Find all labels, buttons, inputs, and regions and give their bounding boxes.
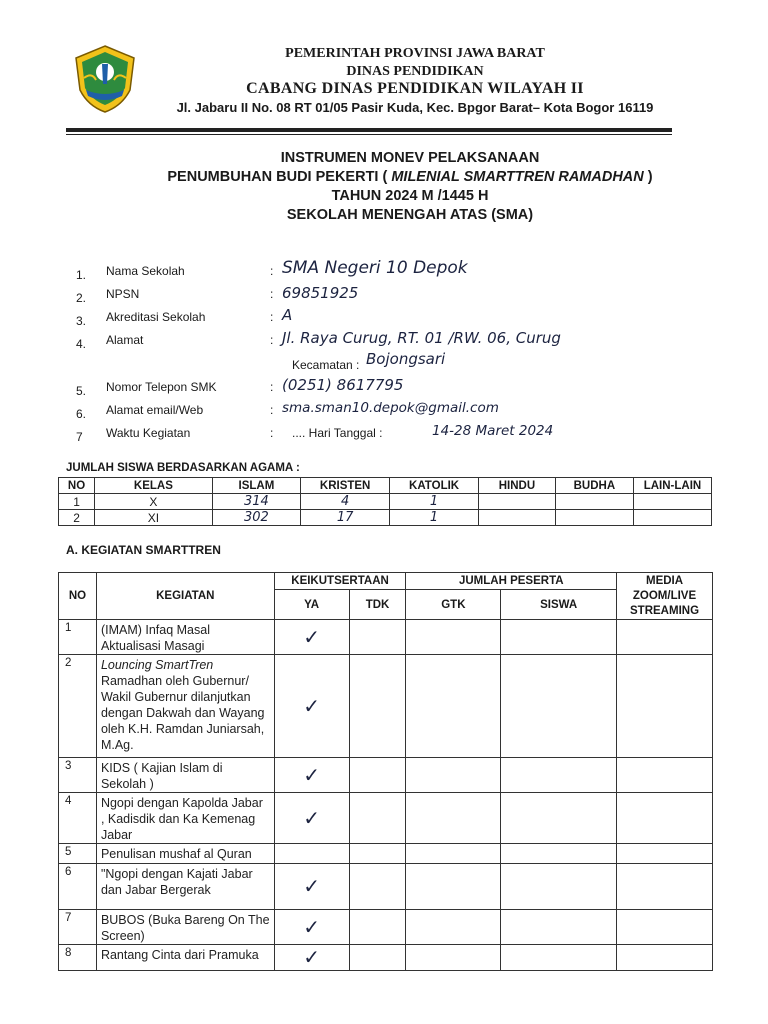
title-line-2 [100,169,720,185]
table-cell [349,945,406,971]
table-cell [274,844,349,864]
table-cell [555,494,633,510]
table-cell [406,655,501,758]
table-cell [406,910,501,945]
identity-value: 14-28 Maret 2024 [432,423,554,439]
kecamatan-label: Kecamatan : [292,358,360,372]
table-row [59,793,713,844]
table-cell [617,910,713,945]
check-mark-icon: ✓ [274,945,349,971]
row-kegiatan [96,655,274,758]
identity-label: Nomor Telepon SMK [106,380,217,394]
header-cell: KELAS [95,478,213,494]
table-cell [406,793,501,844]
identity-value: Jl. Raya Curug, RT. 01 /RW. 06, Curug [282,329,561,347]
row-kegiatan: BUBOS (Buka Bareng On The Screen) [96,910,274,945]
header-jumlah-peserta: JUMLAH PESERTA [406,573,617,590]
table-row [59,910,713,945]
table-cell [479,494,556,510]
table-cell [349,864,406,910]
table-cell [406,844,501,864]
identity-label: Akreditasi Sekolah [106,310,206,324]
identity-value: (0251) 8617795 [282,376,404,394]
table-cell [617,758,713,793]
header-no: NO [59,573,97,620]
table-cell [617,844,713,864]
identity-number: 5. [76,384,87,398]
row-number: 1 [59,620,97,655]
table-cell: 1 [390,494,479,510]
header-cell: HINDU [479,478,556,494]
row-number: 4 [59,793,97,844]
identity-number: 3. [76,314,87,328]
letterhead-line-2: DINAS PENDIDIKAN [346,64,484,79]
table-cell: 1 [59,494,95,510]
table-cell: 314 [212,494,300,510]
row-number: 6 [59,864,97,910]
check-mark-icon: ✓ [274,910,349,945]
table-cell: 17 [301,510,390,526]
table-cell: 2 [59,510,95,526]
identity-number: 7 [76,430,83,444]
check-mark-icon: ✓ [274,655,349,758]
table-row [59,655,713,758]
header-cell: KATOLIK [390,478,479,494]
colon: : [270,426,274,440]
check-mark-icon: ✓ [274,620,349,655]
activities-header-row-1 [59,573,713,590]
table-cell [633,494,711,510]
colon: : [270,264,274,278]
header-cell: ISLAM [212,478,300,494]
header-cell: LAIN-LAIN [633,478,711,494]
table-cell [479,510,556,526]
table-cell [406,620,501,655]
table-cell [501,655,617,758]
table-cell [349,844,406,864]
identity-number: 6. [76,407,87,421]
table-cell [617,793,713,844]
title-line-2-suffix: ) [643,169,653,185]
table-row [59,758,713,793]
table-cell [501,945,617,971]
check-mark-icon: ✓ [274,758,349,793]
table-cell [501,620,617,655]
table-cell: X [95,494,213,510]
header-ya: YA [274,590,349,620]
table-cell [349,910,406,945]
colon: : [270,333,274,347]
identity-number: 2. [76,291,87,305]
colon: : [270,403,274,417]
row-number: 3 [59,758,97,793]
identity-label: Alamat [106,333,144,347]
table-cell [555,510,633,526]
table-cell [633,510,711,526]
table-cell [501,844,617,864]
table-cell: 302 [212,510,300,526]
table-cell [349,793,406,844]
table-row [59,510,712,526]
religion-table-header [59,478,712,494]
header-media: MEDIA ZOOM/LIVE STREAMING [617,573,713,620]
row-kegiatan: Rantang Cinta dari Pramuka [96,945,274,971]
header-cell: BUDHA [555,478,633,494]
table-cell [501,864,617,910]
row-kegiatan-italic: Louncing SmartTren [100,658,214,672]
row-kegiatan: Penulisan mushaf al Quran [96,844,274,864]
table-cell: XI [95,510,213,526]
table-cell [617,620,713,655]
table-row [59,620,713,655]
colon: : [270,310,274,324]
kecamatan-value: Bojongsari [366,350,446,368]
table-cell [406,864,501,910]
row-number: 5 [59,844,97,864]
row-kegiatan: Ngopi dengan Kapolda Jabar , Kadisdik dan Ka Kemenag Jabar [96,793,274,844]
letterhead-rule-thin [66,134,672,135]
row-kegiatan: KIDS ( Kajian Islam di Sekolah ) [96,758,274,793]
header-kegiatan: KEGIATAN [96,573,274,620]
table-cell [501,910,617,945]
identity-label: NPSN [106,287,140,301]
table-cell [501,758,617,793]
table-cell [349,758,406,793]
row-number: 2 [59,655,97,758]
title-line-2-prefix: PENUMBUHAN BUDI PEKERTI ( [167,169,392,185]
row-kegiatan-text: Ramadhan oleh Gubernur/ Wakil Gubernur dilanjutkan dengan Dakwah dan Wayang oleh K.H. Ramdan Juniarsah, M.Ag. [100,674,265,752]
header-gtk: GTK [406,590,501,620]
religion-section-heading: JUMLAH SISWA BERDASARKAN AGAMA : [66,462,300,474]
identity-number: 4. [76,337,87,351]
table-cell: 4 [301,494,390,510]
table-cell [406,758,501,793]
row-number: 7 [59,910,97,945]
table-row [59,864,713,910]
letterhead-rule-thick [66,128,672,132]
identity-label: Nama Sekolah [106,264,185,278]
identity-label: Waktu Kegiatan [106,426,191,440]
header-siswa: SISWA [501,590,617,620]
activities-table [58,572,713,971]
header-tdk: TDK [349,590,406,620]
table-cell [617,864,713,910]
waktu-prefix: .... Hari Tanggal : [292,426,383,440]
letterhead-address: Jl. Jabaru II No. 08 RT 01/05 Pasir Kuda, Kec. Bpgor Barat– Kota Bogor 16119 [176,100,654,115]
table-cell [349,655,406,758]
identity-value: A [282,306,293,324]
colon: : [270,380,274,394]
table-cell [406,945,501,971]
table-row [59,945,713,971]
table-cell [617,945,713,971]
identity-label: Alamat email/Web [106,403,204,417]
row-kegiatan: (IMAM) Infaq Masal Aktualisasi Masagi [96,620,274,655]
title-line-3: TAHUN 2024 M /1445 H [331,188,489,204]
title-line-1: INSTRUMEN MONEV PELAKSANAAN [280,150,540,166]
table-cell [617,655,713,758]
letterhead-line-1: PEMERINTAH PROVINSI JAWA BARAT [285,46,545,61]
table-row [59,844,713,864]
row-number: 8 [59,945,97,971]
header-keikutsertaan: KEIKUTSERTAAN [274,573,406,590]
title-line-2-italic: MILENIAL SMARTTREN RAMADHAN [391,169,644,185]
header-cell: KRISTEN [301,478,390,494]
west-java-emblem-logo [72,44,138,114]
religion-table [58,477,712,526]
row-kegiatan: "Ngopi dengan Kajati Jabar dan Jabar Bergerak [96,864,274,910]
table-cell [349,620,406,655]
header-cell: NO [59,478,95,494]
table-cell [501,793,617,844]
check-mark-icon: ✓ [274,864,349,910]
letterhead-line-3: CABANG DINAS PENDIDIKAN WILAYAH II [246,80,584,97]
activities-section-heading: A. KEGIATAN SMARTTREN [66,543,221,557]
identity-value: sma.sman10.depok@gmail.com [282,400,499,416]
table-cell: 1 [390,510,479,526]
identity-number: 1. [76,268,87,282]
identity-value: SMA Negeri 10 Depok [282,258,468,278]
title-line-4: SEKOLAH MENENGAH ATAS (SMA) [286,207,534,223]
colon: : [270,287,274,301]
check-mark-icon: ✓ [274,793,349,844]
table-row [59,494,712,510]
identity-value: 69851925 [282,284,359,302]
